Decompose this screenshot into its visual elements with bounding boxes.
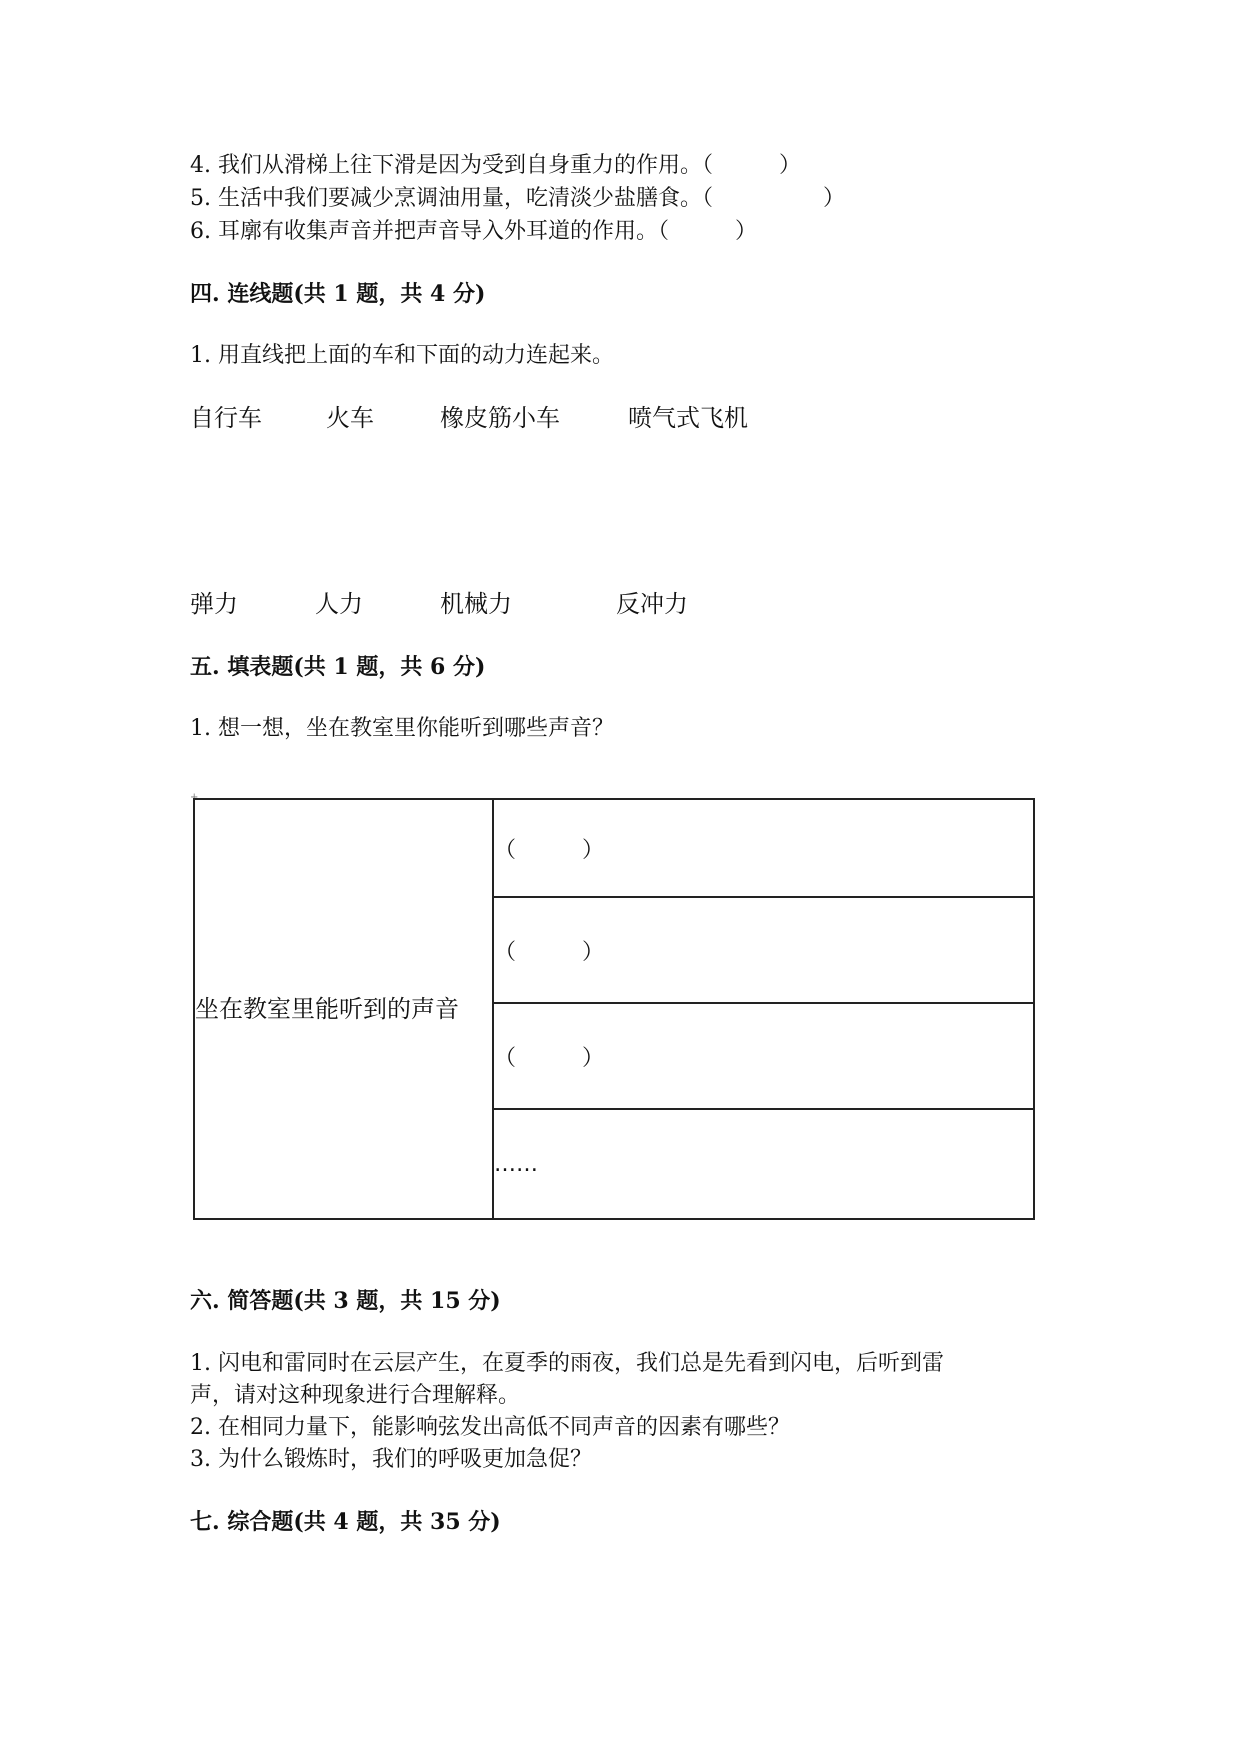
section4-heading: 四. 连线题(共 1 题，共 4 分) xyxy=(190,281,486,307)
sounds-answer-blank-3[interactable]: （ ） xyxy=(493,1003,1034,1109)
sounds-answer-blank-1[interactable]: （ ） xyxy=(493,799,1034,897)
judgment-item-6: 6. 耳廓有收集声音并把声音导入外耳道的作用。（ ） xyxy=(190,219,757,244)
judgment-item-5: 5. 生活中我们要减少烹调油用量，吃清淡少盐膳食。（ ） xyxy=(190,186,845,211)
vehicle-bicycle: 自行车 xyxy=(190,404,262,432)
force-mechanical: 机械力 xyxy=(440,590,512,618)
table-anchor-mark: + xyxy=(190,792,199,803)
section5-question: 1. 想一想，坐在教室里你能听到哪些声音？ xyxy=(190,716,614,741)
vehicle-rubber-band-car: 橡皮筋小车 xyxy=(440,404,560,432)
section5-heading: 五. 填表题(共 1 题，共 6 分) xyxy=(190,654,486,680)
section6-q2: 2. 在相同力量下，能影响弦发出高低不同声音的因素有哪些？ xyxy=(190,1415,790,1440)
section6-q1-line1: 1. 闪电和雷同时在云层产生，在夏季的雨夜，我们总是先看到闪电，后听到雷 xyxy=(190,1351,944,1376)
judgment-item-4: 4. 我们从滑梯上往下滑是因为受到自身重力的作用。（ ） xyxy=(190,153,801,178)
sounds-answer-blank-2[interactable]: （ ） xyxy=(493,897,1034,1003)
section4-question: 1. 用直线把上面的车和下面的动力连起来。 xyxy=(190,343,614,368)
section7-heading: 七. 综合题(共 4 题，共 35 分) xyxy=(190,1509,501,1535)
section6-heading: 六. 简答题(共 3 题，共 15 分) xyxy=(190,1288,501,1314)
sounds-table xyxy=(193,798,1035,1220)
force-recoil: 反冲力 xyxy=(616,590,688,618)
sounds-answer-more[interactable]: …… xyxy=(493,1109,1034,1219)
section6-q3: 3. 为什么锻炼时，我们的呼吸更加急促？ xyxy=(190,1447,592,1472)
vehicle-train: 火车 xyxy=(326,404,374,432)
section6-q1-line2: 声，请对这种现象进行合理解释。 xyxy=(190,1383,521,1408)
vehicle-jet-plane: 喷气式飞机 xyxy=(628,404,748,432)
force-human: 人力 xyxy=(315,590,363,618)
sounds-table-label: 坐在教室里能听到的声音 xyxy=(194,799,493,1219)
force-elastic: 弹力 xyxy=(190,590,238,618)
